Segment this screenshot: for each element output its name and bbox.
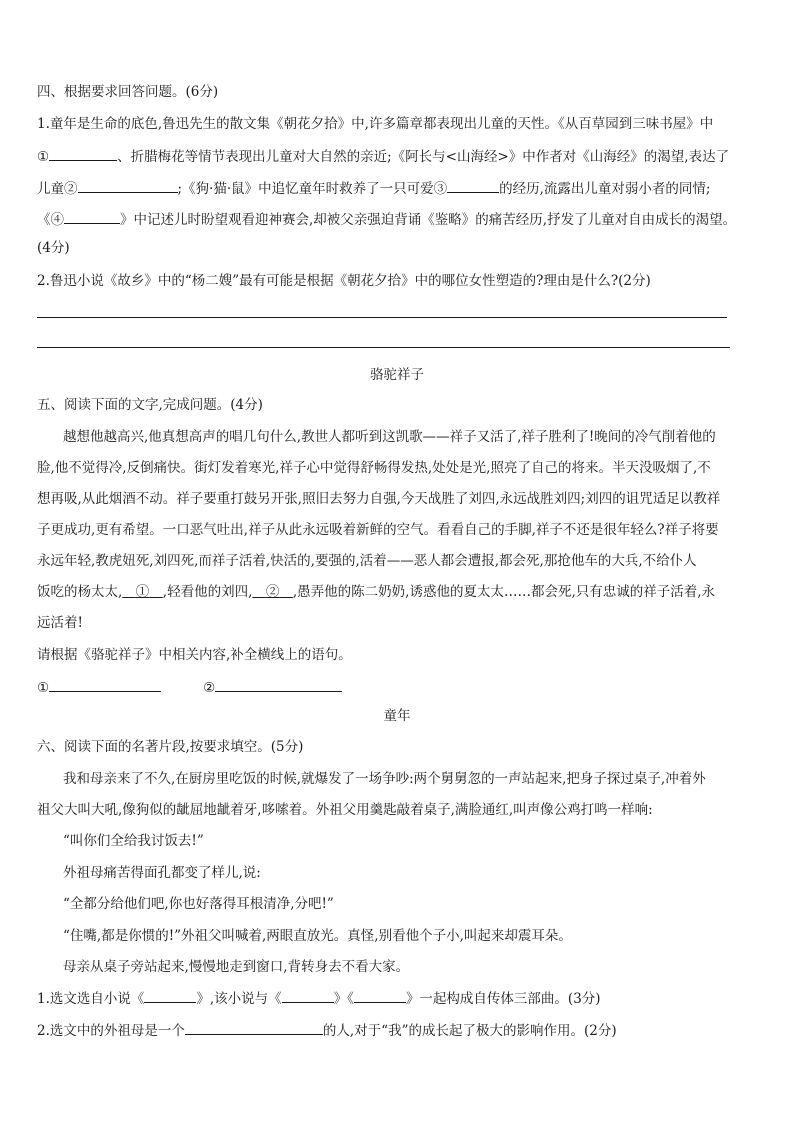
section6-para-line1: 我和母亲来了不久,在厨房里吃饭的时候,就爆发了一场争吵:两个舅舅忽的一声站起来,把身子探过桌子,冲着外 (63, 771, 706, 787)
section4-q1-line1: 1.童年是生命的底色,鲁迅先生的散文集《朝花夕拾》中,许多篇章都表现出儿童的天性。《从百草园到三味书屋》中 (37, 116, 714, 132)
section4-q1-score: (4分) (37, 240, 70, 256)
fill-blank-7[interactable] (144, 987, 196, 1003)
section6-title: 童年 (383, 708, 411, 724)
section6-q1-text-d: 》一起构成自传体三部曲。(3分) (405, 991, 601, 1007)
answer-blank-1[interactable] (49, 676, 161, 692)
blank-label-4: 《④ (37, 212, 64, 228)
section6-q1-text-b: 》,该小说与《 (196, 991, 282, 1007)
section4-q1-line3-text-b: 的经历,流露出儿童对弱小者的同情; (499, 181, 711, 197)
section6-q1-text-a: 1.选文选自小说《 (37, 991, 145, 1007)
fill-blank-3[interactable] (447, 177, 499, 193)
section4-q2: 2.鲁迅小说《故乡》中的“杨二嫂”最有可能是根据《朝花夕拾》中的哪位女性塑造的?理由是什么?(2分) (37, 273, 651, 289)
section5-para-line1: 越想他越高兴,他真想高声的唱几句什么,教世人都听到这凯歌——祥子又活了,祥子胜利了!晚间的冷气削着他的 (63, 429, 716, 445)
answer-label-1: ① (37, 680, 50, 696)
fill-blank-5[interactable] (122, 584, 163, 600)
section6-q1 (37, 987, 767, 1009)
section5-prompt: 请根据《骆驼祥子》中相关内容,补全横线上的语句。 (37, 647, 352, 663)
section5-text-b: ,轻看他的刘四, (162, 584, 253, 600)
section4-q1-line2 (37, 145, 767, 167)
section5-para-line4: 子更成功,更有希望。一口恶气吐出,祥子从此永远吸着新鲜的空气。看看自己的手脚,祥子不还是很年轻么?祥子将要 (37, 522, 719, 538)
section5-title: 骆驼祥子 (370, 367, 424, 383)
section4-q1-line4 (37, 208, 767, 230)
answer-line-2[interactable] (37, 347, 730, 348)
section6-q2 (37, 1019, 767, 1041)
section6-q2-text-a: 2.选文中的外祖母是一个 (37, 1023, 185, 1039)
section5-text-a: 饭吃的杨太太, (37, 584, 123, 600)
section6-q1-text-c: 》《 (333, 991, 354, 1007)
answer-line-1[interactable] (37, 317, 727, 318)
section5-para-line5: 永远年轻,教虎妞死,刘四死,而祥子活着,快活的,要强的,活着——恶人都会遭报,都会死,那抢他车的大兵,不给仆人 (37, 553, 697, 569)
section6-para-line7: 母亲从桌子旁站起来,慢慢地走到窗口,背转身去不看大家。 (63, 959, 410, 975)
section5-heading: 五、阅读下面的文字,完成问题。(4分) (37, 397, 263, 413)
fill-blank-2[interactable] (78, 177, 178, 193)
fill-blank-5-label: ① (135, 584, 150, 600)
answer-blank-2[interactable] (215, 676, 342, 692)
fill-blank-6[interactable] (252, 584, 293, 600)
section5-para-line7: 远活着! (37, 615, 83, 631)
section6-heading: 六、阅读下面的名著片段,按要求填空。(5分) (37, 739, 304, 755)
fill-blank-1[interactable] (49, 145, 117, 161)
section5-para-line3: 想再吸,从此烟酒不动。祥子要重打鼓另开张,照旧去努力自强,今天战胜了刘四,永远战胜刘四;刘四的诅咒适足以教祥 (37, 491, 721, 507)
section6-quote-3: “住嘴,都是你惯的!”外祖父叫喊着,两眼直放光。真怪,别看他个子小,叫起来却震耳朵。 (63, 928, 572, 944)
section5-para-line6 (37, 582, 767, 602)
section6-para-line2: 祖父大叫大吼,像狗似的龇屈地龇着牙,哆嗦着。外祖父用羹匙敲着桌子,满脸通红,叫声像公鸡打鸣一样响: (37, 802, 653, 818)
answer-label-2: ② (203, 680, 216, 696)
section4-heading: 四、根据要求回答问题。(6分) (37, 84, 219, 100)
section4-q1-line2-text: 、折腊梅花等情节表现出儿童对大自然的亲近;《阿长与<山海经>》中作者对《山海经》的渴望,表达了 (117, 149, 730, 165)
section4-q1-line4-text: 》中记述儿时盼望观看迎神赛会,却被父亲强迫背诵《鉴略》的痛苦经历,抒发了儿童对自由成长的渴望。 (120, 212, 737, 228)
section5-text-c: ,愚弄他的陈二奶奶,诱惑他的夏太太……都会死,只有忠诚的祥子活着,永 (292, 584, 716, 600)
blank-label-1: ① (37, 149, 50, 165)
blank-label-2: 儿童② (37, 181, 78, 197)
section4-q1-line3-text-a: ;《狗·猫·鼠》中追忆童年时救养了一只可爱③ (177, 181, 448, 197)
section6-quote-2: “全都分给他们吧,你也好落得耳根清净,分吧!” (63, 896, 334, 912)
fill-blank-4[interactable] (64, 208, 120, 224)
fill-blank-9[interactable] (354, 987, 406, 1003)
fill-blank-8[interactable] (282, 987, 334, 1003)
section4-q1-line3 (37, 177, 767, 199)
fill-blank-6-label: ② (265, 584, 280, 600)
section5-answers (37, 676, 767, 698)
fill-blank-10[interactable] (185, 1019, 323, 1035)
section5-para-line2: 脸,他不觉得冷,反倒痛快。街灯发着寒光,祥子心中觉得舒畅得发热,处处是光,照亮了自己的将来。半天没吸烟了,不 (37, 460, 711, 476)
section6-q2-text-b: 的人,对于“我”的成长起了极大的影响作用。(2分) (322, 1023, 617, 1039)
section6-para-line4: 外祖母痛苦得面孔都变了样儿,说: (63, 865, 261, 881)
section6-quote-1: “叫你们全给我讨饭去!” (63, 833, 204, 849)
